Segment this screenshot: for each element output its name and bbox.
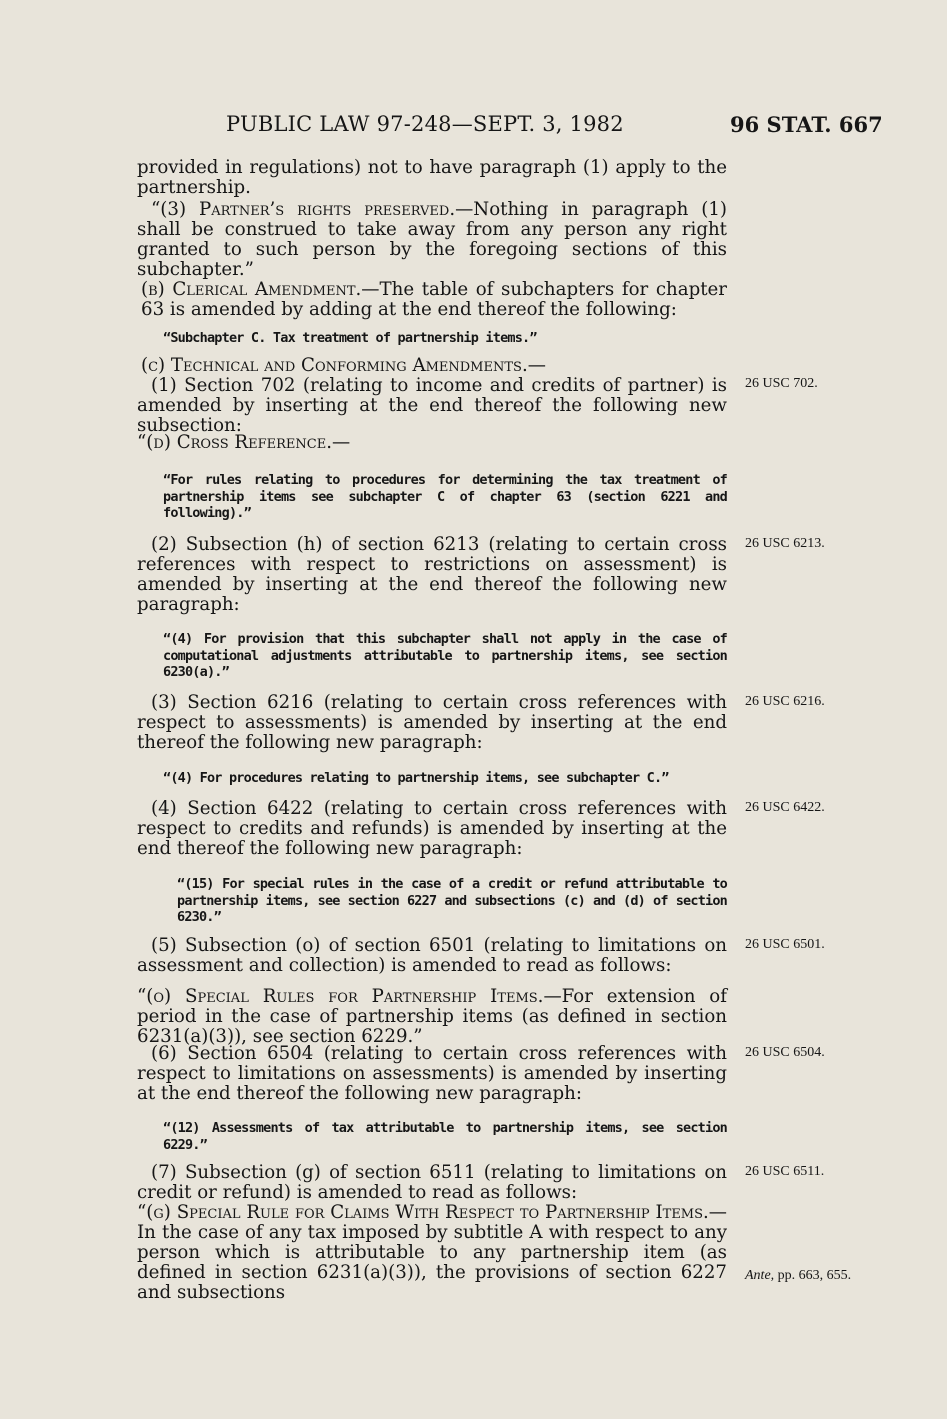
paragraph-text: (4) Section 6422 (relating to certain cross references with respect to credits and refunds) is amended by inserting at the end thereof the following new paragraph: [137,798,727,859]
paragraph-text: (3) Section 6216 (relating to certain cross references with respect to assessments) is amended by inserting at the end thereof the following new paragraph: [137,692,727,753]
quoted-amendment: “(4) For provision that this subchapter shall not apply in the case of computational adjustments attributable to partnership items, see section 6230(a).” [163,631,727,680]
quoted-amendment: “(4) For procedures relating to partnership items, see subchapter C.” [163,770,669,786]
margin-citation: 26 USC 6216. [745,694,825,709]
paragraph [137,433,727,453]
paragraph [137,376,727,436]
paragraph [137,1203,727,1303]
paragraph [137,799,727,859]
paragraph [137,936,727,976]
paragraph-text: (6) Section 6504 (relating to certain cross references with respect to limitations on assessments) is amended by inserting at the end thereof the following new paragraph: [137,1043,727,1104]
paragraph [137,693,727,753]
paragraph [137,1044,727,1104]
page-header [0,112,947,142]
statute-page-number: 96 STAT. 667 [730,112,883,137]
paragraph [137,356,727,376]
paragraph-text: (5) Subsection (o) of section 6501 (relating to limitations on assessment and collection) is amended to read as follows: [137,935,727,976]
margin-citation: 26 USC 702. [745,376,818,391]
margin-citation: 26 USC 6501. [745,937,825,952]
paragraph [137,535,727,615]
paragraph-text: For extension of period in the case of partnership items (as defined in section 6231(a)(3)), see section 6229.” [137,986,727,1047]
section-heading: (b) Clerical Amendment.— [141,279,380,300]
paragraph-text: provided in regulations) not to have paragraph (1) apply to the partnership. [137,157,727,198]
paragraph-text: (1) Section 702 (relating to income and credits of partner) is amended by inserting at the end thereof the following new subsection: [137,375,727,436]
paragraph-text: (2) Subsection (h) of section 6213 (relating to certain cross references with respect to restrictions on assessment) is amended by inserting at the end thereof the following new paragraph: [137,534,727,615]
margin-citation: 26 USC 6511. [745,1164,825,1179]
margin-citation: 26 USC 6213. [745,536,825,551]
paragraph-text: The table of subchapters for chapter 63 is amended by adding at the end thereof the following: [141,279,727,320]
paragraph [137,1163,727,1203]
paragraph [137,280,727,320]
margin-citation: 26 USC 6504. [745,1045,825,1060]
section-heading: “(o) Special Rules for Partnership Items.— [137,986,562,1007]
paragraph [137,987,727,1047]
paragraph [137,200,727,280]
page-references: pp. 663, 655. [777,1268,852,1283]
margin-citation [745,1267,855,1284]
section-heading: “(g) Special Rule for Claims With Respect to Partnership Items.— [137,1202,727,1223]
quoted-amendment: “For rules relating to procedures for determining the tax treatment of partnership items see subchapter C of chapter 63 (section 6221 and following).” [163,472,727,521]
quoted-amendment: “Subchapter C. Tax treatment of partnership items.” [163,330,537,346]
quoted-amendment: “(12) Assessments of tax attributable to partnership items, see section 6229.” [163,1120,727,1153]
quoted-amendment: “(15) For special rules in the case of a credit or refund attributable to partnership items, see section 6227 and subsections (c) and (d) of section 6230.” [177,876,727,925]
paragraph-text: (7) Subsection (g) of section 6511 (relating to limitations on credit or refund) is amended to read as follows: [137,1162,727,1203]
running-title: PUBLIC LAW 97-248—SEPT. 3, 1982 [226,112,624,136]
margin-citation: 26 USC 6422. [745,800,825,815]
paragraph-text: In the case of any tax imposed by subtitle A with respect to any person which is attributable to any partnership item (as defined in section 6231(a)(3)), the provisions of section 6227 and subsections [137,1222,727,1303]
section-heading: (c) Technical and Conforming Amendments.— [141,355,546,376]
ante-label: Ante, [745,1268,775,1283]
paragraph-text: Nothing in paragraph (1) shall be construed to take away from any person any right granted to such person by the foregoing sections of this subchapter.” [137,199,727,280]
paragraph [137,158,727,198]
section-heading: “(d) Cross Reference.— [137,432,351,453]
section-heading: “(3) Partner’s rights preserved.— [151,199,474,220]
